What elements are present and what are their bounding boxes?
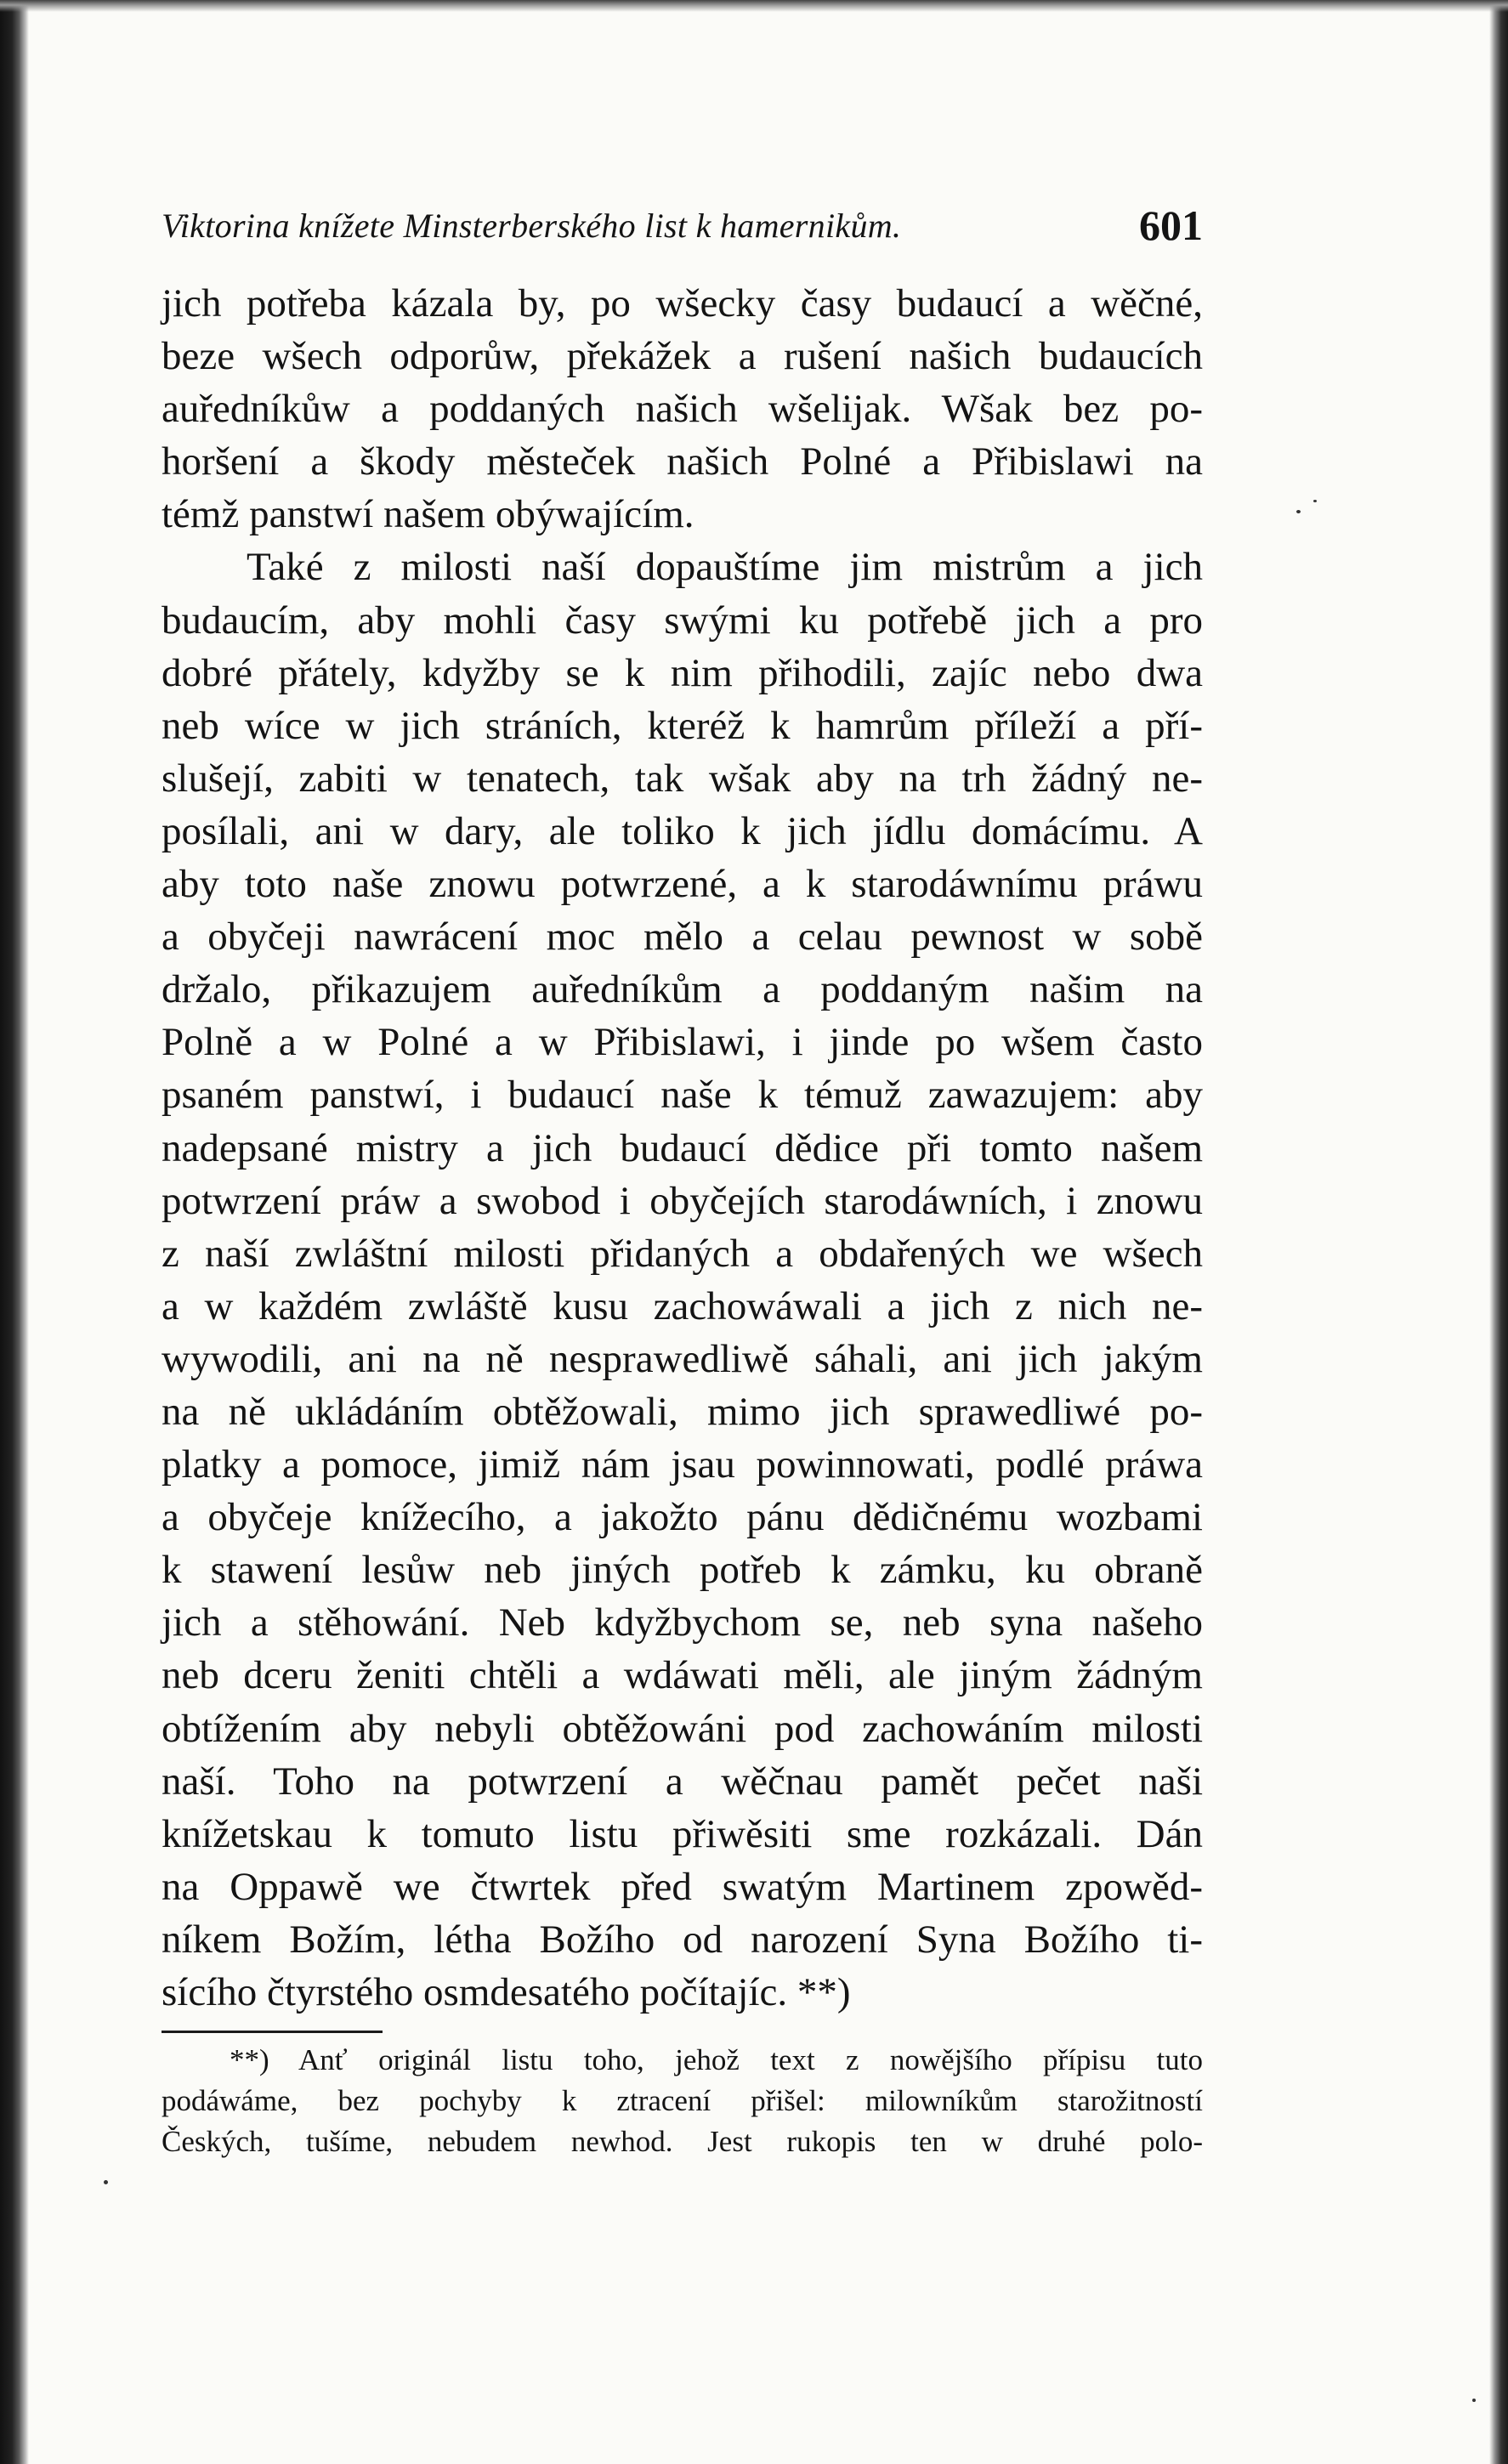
text-line: horšení a škody městeček našich Polné a Přibislawi na — [162, 439, 1203, 484]
binding-shadow — [0, 0, 29, 2464]
top-edge-shadow — [0, 0, 1508, 12]
text-line: neb wíce w jich stráních, kteréž k hamrům příleží a pří- — [162, 703, 1203, 748]
text-line: a w každém zwláště kusu zachowáwali a jich z nich ne- — [162, 1283, 1203, 1328]
page-header — [162, 194, 1203, 253]
text-line: dobré přátely, kdyžby se k nim přihodili, zajíc nebo dwa — [162, 650, 1203, 695]
running-head: Viktorina knížete Minsterberského list k hamernikům. — [162, 207, 902, 245]
footnote-line: **) Anť originál listu toho, jehož text z nowějšího přípisu tuto — [230, 2043, 1203, 2076]
text-line: aby toto naše znowu potwrzené, a k starodáwnímu práwu — [162, 862, 1203, 907]
text-line: auředníkůw a poddaných našich wšelijak. Wšak bez po- — [162, 387, 1203, 432]
text-line: Také z milosti naší dopauštíme jim mistrům a jich — [247, 545, 1203, 590]
text-line: k stawení lesůw neb jiných potřeb k zámku, ku obraně — [162, 1548, 1203, 1593]
text-line: budaucím, aby mohli časy swými ku potřebě jich a pro — [162, 598, 1203, 643]
footnote-line: podáwáme, bez pochyby k ztracení přišel: milowníkům starožitností — [162, 2084, 1203, 2117]
text-line: obtížením aby nebyli obtěžowáni pod zachowáním milosti — [162, 1706, 1203, 1751]
text-line: sícího čtyrstého osmdesatého počítajíc. **) — [162, 1970, 851, 2014]
text-line: jich a stěhowání. Neb kdyžbychom se, neb syna našeho — [162, 1600, 1203, 1645]
text-line: slušejí, zabiti w tenatech, tak wšak aby na trh žádný ne- — [162, 756, 1203, 801]
text-line: posílali, ani w dary, ale toliko k jich jídlu domácímu. A — [162, 808, 1203, 853]
footnotes — [162, 2040, 1203, 2162]
scan-speck — [104, 2180, 108, 2184]
text-line: a obyčeji nawrácení moc mělo a celau pewnost w sobě — [162, 915, 1203, 960]
page-number: 601 — [1139, 201, 1203, 249]
scan-speck — [1296, 510, 1301, 513]
text-line: a obyčeje knížecího, a jakožto pánu dědičnému wozbami — [162, 1495, 1203, 1540]
text-line: platky a pomoce, jimiž nám jsau powinnowati, podlé práwa — [162, 1442, 1203, 1487]
text-line: beze wšech odporůw, překážek a rušení našich budaucích — [162, 334, 1203, 379]
text-line: držalo, přikazujem auředníkům a poddaným našim na — [162, 967, 1203, 1012]
text-line: na Oppawě we čtwrtek před swatým Martinem zpowěd- — [162, 1864, 1203, 1909]
text-line: Polně a w Polné a w Přibislawi, i jinde po wšem často — [162, 1020, 1203, 1065]
text-line: potwrzení práw a swobod i obyčejích starodáwních, i znowu — [162, 1178, 1203, 1223]
text-line: neb dceru ženiti chtěli a wdáwati měli, ale jiným žádným — [162, 1653, 1203, 1698]
text-line: wywodili, ani na ně nesprawedliwě sáhali, ani jich jakým — [162, 1336, 1203, 1381]
scan-speck — [1472, 2399, 1476, 2402]
text-line: z naší zwláštní milosti přidaných a obdařených we wšech — [162, 1231, 1203, 1276]
text-line: níkem Božím, létha Božího od narození Syna Božího ti- — [162, 1917, 1203, 1962]
page-edge-shadow — [1489, 0, 1508, 2464]
footnote-line: Českých, tušíme, nebudem newhod. Jest rukopis ten w druhé polo- — [162, 2125, 1203, 2158]
footnote-divider — [162, 2031, 383, 2033]
text-line: na ně ukládáním obtěžowali, mimo jich sprawedliwé po- — [162, 1389, 1203, 1434]
text-line: knížetskau k tomuto listu přiwěsiti sme rozkázali. Dán — [162, 1811, 1203, 1856]
text-line: témž panstwí našem obýwajícím. — [162, 492, 694, 537]
body-text — [162, 277, 1203, 2019]
text-line: naší. Toho na potwrzení a wěčnau pamět pečet naši — [162, 1759, 1203, 1804]
text-line: nadepsané mistry a jich budaucí dědice při tomto našem — [162, 1125, 1203, 1170]
text-line: jich potřeba kázala by, po wšecky časy budaucí a wěčné, — [162, 281, 1203, 326]
scan-speck — [1313, 500, 1317, 502]
text-line: psaném panstwí, i budaucí naše k témuž zawazujem: aby — [162, 1073, 1203, 1118]
